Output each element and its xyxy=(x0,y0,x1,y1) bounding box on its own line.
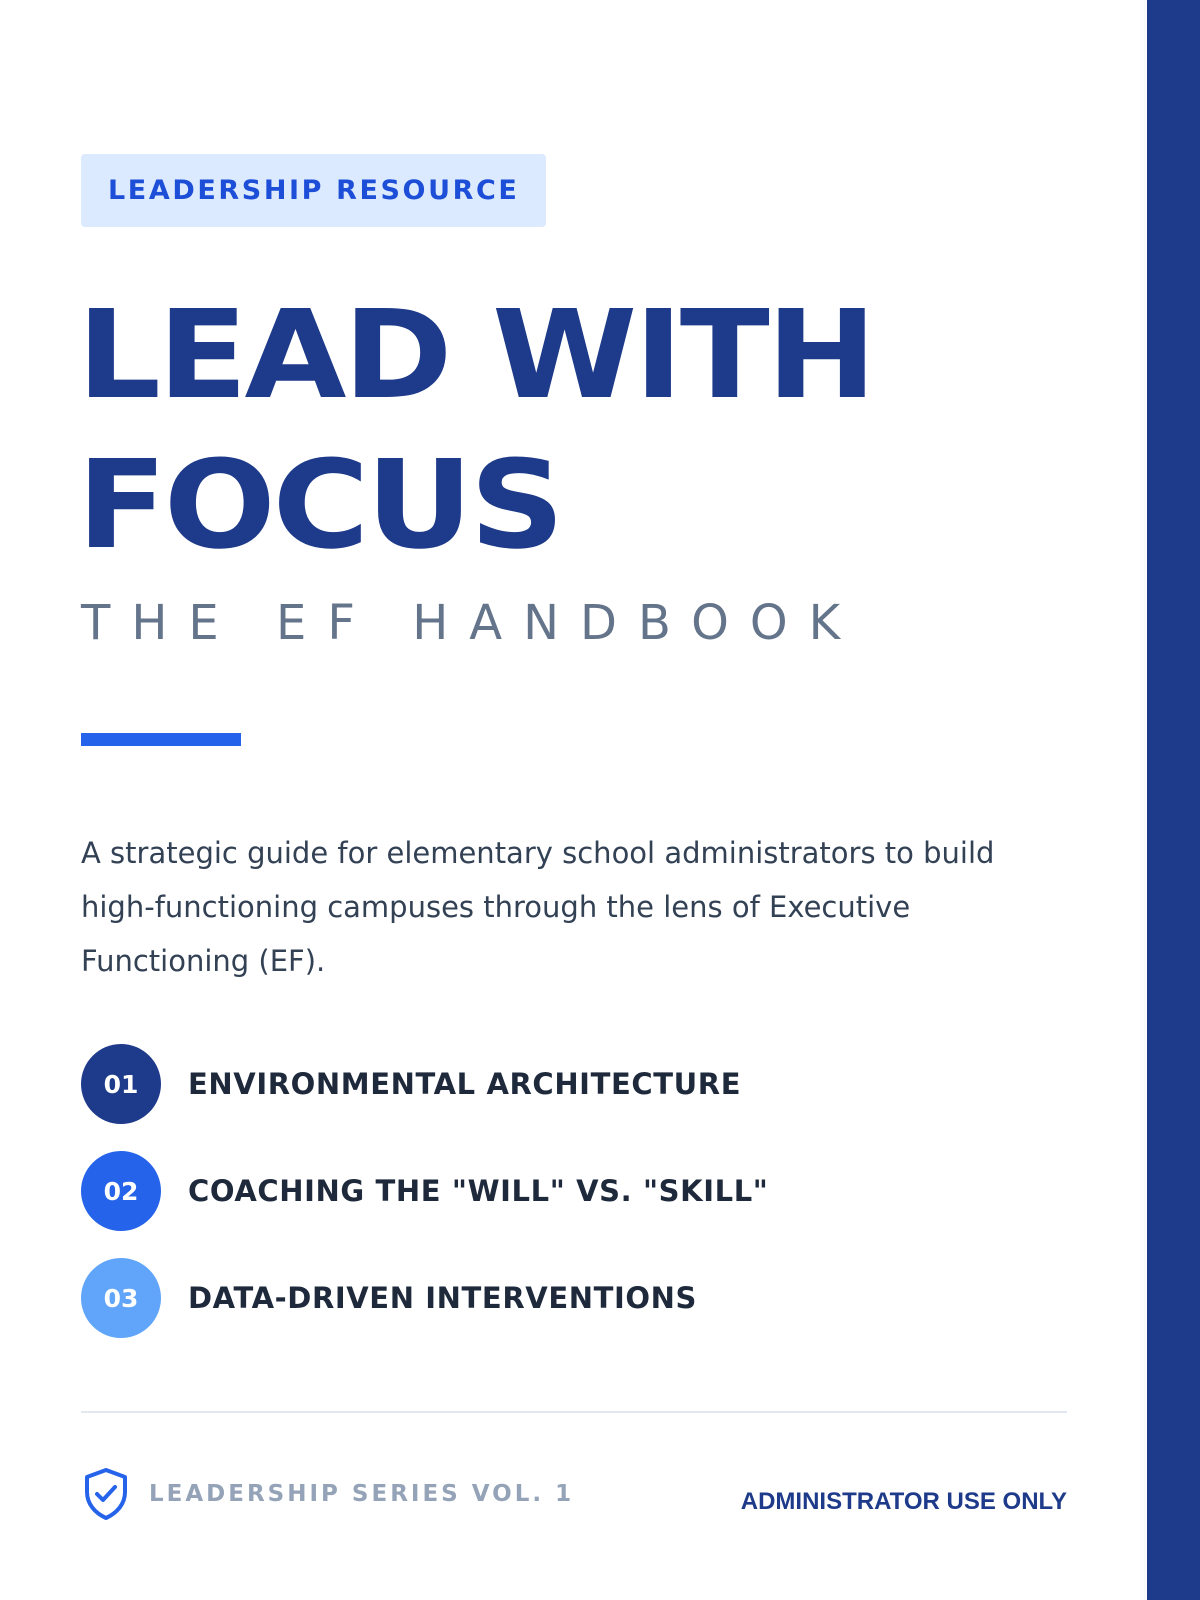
pillar-number-badge: 02 xyxy=(81,1151,161,1231)
cover-title-line-1: LEAD WITH xyxy=(77,284,874,426)
pillar-item xyxy=(81,1151,769,1231)
footer-divider xyxy=(81,1411,1067,1413)
series-label: LEADERSHIP SERIES VOL. 1 xyxy=(149,1481,575,1507)
pillar-item xyxy=(81,1044,769,1124)
accent-divider xyxy=(81,733,241,746)
pillar-number-badge: 03 xyxy=(81,1258,161,1338)
pillar-number-badge: 01 xyxy=(81,1044,161,1124)
side-accent-bar xyxy=(1147,0,1200,1600)
pillar-label: DATA-DRIVEN INTERVENTIONS xyxy=(188,1281,697,1315)
series-info xyxy=(81,1467,574,1521)
cover-content xyxy=(77,0,1067,1600)
cover-title-line-2: FOCUS xyxy=(77,434,562,576)
pillar-list xyxy=(81,1044,769,1365)
cover-description: A strategic guide for elementary school administrators to build high-functioning campuses through the lens of Executive Functioning (EF). xyxy=(81,836,995,978)
pillar-label: COACHING THE "WILL" VS. "SKILL" xyxy=(188,1174,769,1208)
shield-check-icon xyxy=(81,1467,131,1521)
cover-subtitle: THE EF HANDBOOK xyxy=(81,595,862,651)
pillar-item xyxy=(81,1258,769,1338)
resource-badge: LEADERSHIP RESOURCE xyxy=(81,154,546,227)
audience-label: ADMINISTRATOR USE ONLY xyxy=(740,1488,1067,1515)
cover-title xyxy=(77,280,874,580)
pillar-label: ENVIRONMENTAL ARCHITECTURE xyxy=(188,1067,742,1101)
